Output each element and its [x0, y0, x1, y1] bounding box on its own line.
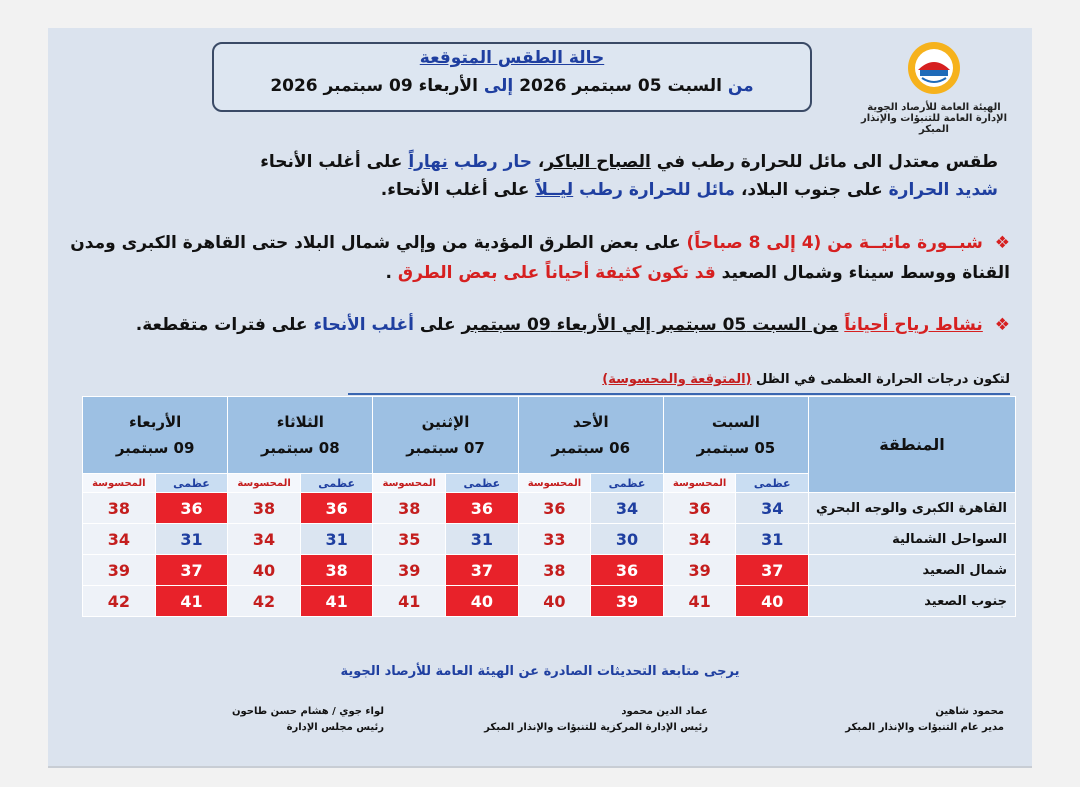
max-temp-cell: 31 — [736, 524, 809, 555]
signatory-title: رئيس الإدارة المركزية للتنبؤات والإنذار المبكر — [484, 722, 708, 733]
summary-part: حار رطب — [453, 152, 532, 172]
max-temp-cell: 38 — [300, 555, 373, 586]
max-temp-label: عظمى — [591, 474, 664, 493]
max-temp-cell: 31 — [155, 524, 228, 555]
max-temp-cell: 41 — [155, 586, 228, 617]
signatory-title: رئيس مجلس الإدارة — [286, 722, 384, 733]
max-temp-cell: 39 — [591, 586, 664, 617]
max-temp-cell: 36 — [300, 493, 373, 524]
signatory-name: عماد الدين محمود — [621, 706, 708, 717]
footer-note: يرجى متابعة التحديثات الصادرة عن الهيئة العامة للأرصاد الجوية — [340, 664, 740, 679]
fog-dense-note: قد تكون كثيفة أحياناً على بعض الطرق — [397, 263, 716, 283]
feels-like-cell: 42 — [83, 586, 156, 617]
day-header: السبت 05 سبتمبر — [663, 397, 808, 474]
feels-like-cell: 42 — [228, 586, 301, 617]
bullet-icon: ❖ — [994, 315, 1010, 335]
signatory-name: محمود شاهين — [935, 706, 1004, 717]
signature-block — [484, 704, 708, 736]
summary-part: نهاراً — [408, 152, 448, 172]
max-temp-label: عظمى — [155, 474, 228, 493]
table-caption — [602, 372, 1010, 387]
fog-areas: على بعض الطرق المؤدية من وإلي شمال البلاد حتى القاهرة الكبرى ومدن القناة ووسط سيناء وشمال الصعيد — [70, 233, 1010, 283]
feels-like-cell: 38 — [518, 555, 591, 586]
day-header: الإثنين 07 سبتمبر — [373, 397, 518, 474]
region-name: جنوب الصعيد — [809, 586, 1016, 617]
wind-warning — [60, 310, 1010, 340]
feels-like-cell: 36 — [663, 493, 736, 524]
meteorological-authority-logo-icon — [906, 40, 962, 96]
wind-label: نشاط رياح أحياناً — [844, 315, 983, 335]
fog-label: شبــورة مائيــة — [858, 233, 983, 253]
max-temp-cell: 41 — [300, 586, 373, 617]
feels-like-cell: 40 — [228, 555, 301, 586]
period-from: من — [727, 76, 754, 96]
max-temp-cell: 31 — [300, 524, 373, 555]
period-start: السبت 05 سبتمبر 2026 — [519, 76, 722, 96]
page-title: حالة الطقس المتوقعة — [419, 48, 605, 68]
max-temp-cell: 34 — [736, 493, 809, 524]
signature-block — [845, 704, 1004, 736]
weather-summary — [98, 148, 998, 204]
summary-part: في — [656, 152, 686, 172]
feels-like-label: المحسوسة — [228, 474, 301, 493]
feels-like-cell: 38 — [373, 493, 446, 524]
summary-part: على أغلب الأنحاء — [260, 152, 403, 172]
signature-block — [232, 704, 384, 736]
feels-like-label: المحسوسة — [83, 474, 156, 493]
fog-hours: من (4 إلى 8 صباحاً) — [686, 233, 854, 253]
forecast-period — [214, 76, 810, 96]
max-temp-cell: 31 — [446, 524, 519, 555]
feels-like-cell: 38 — [228, 493, 301, 524]
summary-part: الصباح الباكر — [544, 152, 651, 172]
feels-like-cell: 34 — [83, 524, 156, 555]
wind-part: على — [419, 315, 456, 335]
max-temp-cell: 36 — [591, 555, 664, 586]
caption-text: لتكون درجات الحرارة العظمى في الظل — [756, 372, 1010, 387]
table-row — [83, 586, 1016, 617]
feels-like-label: المحسوسة — [373, 474, 446, 493]
region-name: شمال الصعيد — [809, 555, 1016, 586]
region-header: المنطقة — [809, 397, 1016, 493]
temperature-table — [82, 396, 1016, 617]
wind-areas: أغلب الأنحاء — [313, 315, 414, 335]
feels-like-cell: 39 — [373, 555, 446, 586]
wind-period: من السبت 05 سبتمبر إلي الأربعاء 09 سبتمبر — [461, 315, 839, 335]
summary-part: ليــلاً — [535, 180, 574, 200]
fog-end: . — [385, 263, 392, 283]
day-header: الأربعاء 09 سبتمبر — [83, 397, 228, 474]
max-temp-cell: 36 — [446, 493, 519, 524]
bullet-icon: ❖ — [994, 233, 1010, 253]
feels-like-cell: 38 — [83, 493, 156, 524]
max-temp-cell: 37 — [155, 555, 228, 586]
feels-like-cell: 35 — [373, 524, 446, 555]
feels-like-cell: 39 — [83, 555, 156, 586]
feels-like-cell: 33 — [518, 524, 591, 555]
title-box — [212, 42, 812, 112]
feels-like-cell: 39 — [663, 555, 736, 586]
region-name: السواحل الشمالية — [809, 524, 1016, 555]
feels-like-cell: 41 — [663, 586, 736, 617]
summary-part: ، — [537, 152, 545, 172]
region-name: القاهرة الكبرى والوجه البحري — [809, 493, 1016, 524]
max-temp-label: عظمى — [446, 474, 519, 493]
feels-like-cell: 34 — [663, 524, 736, 555]
max-temp-cell: 36 — [155, 493, 228, 524]
summary-part: على جنوب البلاد، — [740, 180, 883, 200]
caption-divider — [348, 393, 1010, 395]
feels-like-cell: 41 — [373, 586, 446, 617]
table-row — [83, 524, 1016, 555]
max-temp-cell: 37 — [736, 555, 809, 586]
feels-like-cell: 34 — [228, 524, 301, 555]
day-header: الأحد 06 سبتمبر — [518, 397, 663, 474]
summary-part: على أغلب الأنحاء. — [380, 180, 530, 200]
table-row — [83, 493, 1016, 524]
feels-like-label: المحسوسة — [518, 474, 591, 493]
table-row — [83, 555, 1016, 586]
signatory-name: لواء جوي / هشام حسن طاحون — [231, 706, 384, 717]
fog-warning — [60, 228, 1010, 288]
period-to: إلى — [483, 76, 514, 96]
max-temp-cell: 34 — [591, 493, 664, 524]
day-header: الثلاثاء 08 سبتمبر — [228, 397, 373, 474]
feels-like-cell: 36 — [518, 493, 591, 524]
sheet-bottom-border — [48, 766, 1032, 768]
forecast-sheet — [48, 28, 1032, 768]
feels-like-cell: 40 — [518, 586, 591, 617]
max-temp-cell: 37 — [446, 555, 519, 586]
max-temp-cell: 40 — [736, 586, 809, 617]
max-temp-cell: 30 — [591, 524, 664, 555]
period-end: الأربعاء 09 سبتمبر 2026 — [270, 76, 478, 96]
signatory-title: مدير عام التنبؤات والإنذار المبكر — [845, 722, 1004, 733]
org-branding — [854, 40, 1014, 135]
summary-part: طقس معتدل الى مائل للحرارة رطب — [691, 152, 998, 172]
caption-highlight: (المتوقعة والمحسوسة) — [602, 372, 752, 387]
feels-like-label: المحسوسة — [663, 474, 736, 493]
max-temp-cell: 40 — [446, 586, 519, 617]
summary-part: مائل للحرارة رطب — [579, 180, 736, 200]
summary-part: شديد الحرارة — [888, 180, 998, 200]
wind-part: على فترات متقطعة. — [135, 315, 308, 335]
org-department: الإدارة العامة للتنبؤات والإنذار المبكر — [860, 113, 1007, 135]
max-temp-label: عظمى — [736, 474, 809, 493]
max-temp-label: عظمى — [300, 474, 373, 493]
org-name: الهيئة العامة للأرصاد الجوية — [867, 102, 1001, 113]
